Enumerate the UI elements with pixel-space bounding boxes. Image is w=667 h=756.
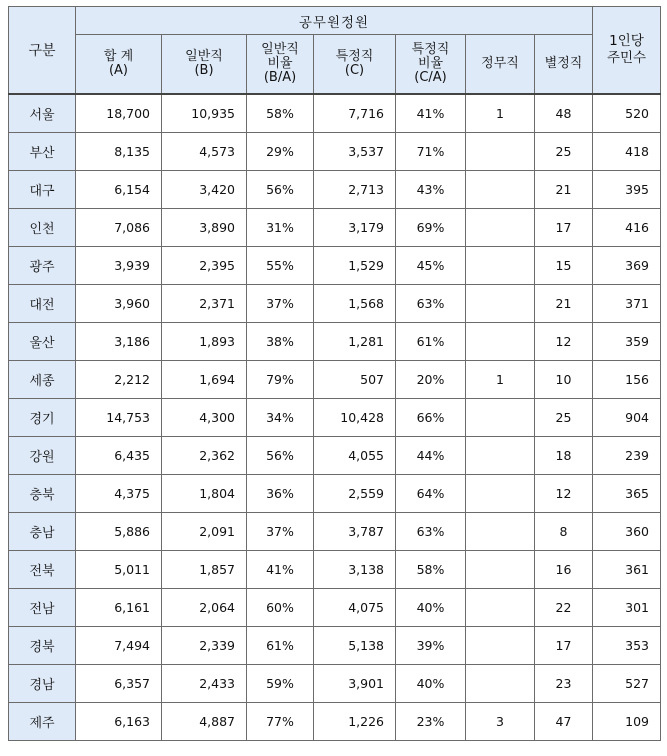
- per-capita-cell: 109: [593, 703, 661, 741]
- special-ratio-cell: 39%: [396, 627, 466, 665]
- special-cell: 1,226: [314, 703, 396, 741]
- region-cell: 경남: [9, 665, 76, 703]
- total-cell: 3,939: [76, 247, 162, 285]
- exceptional-cell: 12: [535, 475, 593, 513]
- table-row: [9, 703, 661, 741]
- total-cell: 5,011: [76, 551, 162, 589]
- general-cell: 1,694: [162, 361, 247, 399]
- region-cell: 전남: [9, 589, 76, 627]
- general-ratio-cell: 58%: [247, 94, 314, 133]
- special-ratio-cell: 66%: [396, 399, 466, 437]
- general-ratio-cell: 29%: [247, 133, 314, 171]
- special-ratio-cell: 41%: [396, 94, 466, 133]
- region-cell: 대구: [9, 171, 76, 209]
- special-cell: 3,787: [314, 513, 396, 551]
- special-ratio-cell: 61%: [396, 323, 466, 361]
- general-cell: 3,420: [162, 171, 247, 209]
- exceptional-cell: 25: [535, 399, 593, 437]
- general-cell: 2,339: [162, 627, 247, 665]
- region-cell: 경북: [9, 627, 76, 665]
- total-cell: 5,886: [76, 513, 162, 551]
- per-capita-cell: 416: [593, 209, 661, 247]
- exceptional-cell: 15: [535, 247, 593, 285]
- general-ratio-cell: 79%: [247, 361, 314, 399]
- political-cell: [466, 665, 535, 703]
- special-ratio-cell: 63%: [396, 513, 466, 551]
- table-row: [9, 399, 661, 437]
- per-capita-cell: 418: [593, 133, 661, 171]
- per-capita-cell: 301: [593, 589, 661, 627]
- special-ratio-cell: 43%: [396, 171, 466, 209]
- general-cell: 3,890: [162, 209, 247, 247]
- political-cell: [466, 399, 535, 437]
- exceptional-cell: 16: [535, 551, 593, 589]
- region-cell: 부산: [9, 133, 76, 171]
- per-capita-cell: 369: [593, 247, 661, 285]
- special-cell: 3,138: [314, 551, 396, 589]
- special-ratio-cell: 40%: [396, 665, 466, 703]
- general-cell: 2,371: [162, 285, 247, 323]
- political-cell: [466, 589, 535, 627]
- total-cell: 4,375: [76, 475, 162, 513]
- general-ratio-cell: 34%: [247, 399, 314, 437]
- exceptional-cell: 21: [535, 285, 593, 323]
- per-capita-cell: 359: [593, 323, 661, 361]
- per-capita-cell: 360: [593, 513, 661, 551]
- exceptional-cell: 23: [535, 665, 593, 703]
- general-ratio-cell: 38%: [247, 323, 314, 361]
- political-cell: 1: [466, 94, 535, 133]
- table-row: [9, 323, 661, 361]
- region-cell: 인천: [9, 209, 76, 247]
- region-cell: 울산: [9, 323, 76, 361]
- special-ratio-cell: 44%: [396, 437, 466, 475]
- special-cell: 7,716: [314, 94, 396, 133]
- column-header-total: 합 계 (A): [76, 35, 162, 95]
- special-cell: 1,281: [314, 323, 396, 361]
- political-cell: [466, 247, 535, 285]
- table-row: [9, 589, 661, 627]
- region-cell: 충북: [9, 475, 76, 513]
- special-ratio-cell: 45%: [396, 247, 466, 285]
- special-ratio-cell: 20%: [396, 361, 466, 399]
- political-cell: [466, 209, 535, 247]
- special-cell: 4,055: [314, 437, 396, 475]
- subheader-row: [9, 35, 661, 95]
- general-cell: 1,893: [162, 323, 247, 361]
- total-cell: 6,357: [76, 665, 162, 703]
- special-cell: 10,428: [314, 399, 396, 437]
- per-capita-cell: 365: [593, 475, 661, 513]
- political-cell: [466, 475, 535, 513]
- political-cell: [466, 513, 535, 551]
- table-row: [9, 209, 661, 247]
- exceptional-cell: 17: [535, 627, 593, 665]
- general-ratio-cell: 56%: [247, 171, 314, 209]
- table-row: [9, 475, 661, 513]
- exceptional-cell: 21: [535, 171, 593, 209]
- exceptional-cell: 18: [535, 437, 593, 475]
- special-cell: 3,179: [314, 209, 396, 247]
- table-row: [9, 551, 661, 589]
- region-column-header: 구분: [9, 7, 76, 95]
- total-cell: 8,135: [76, 133, 162, 171]
- exceptional-cell: 10: [535, 361, 593, 399]
- total-cell: 6,163: [76, 703, 162, 741]
- table-row: [9, 94, 661, 133]
- general-cell: 2,395: [162, 247, 247, 285]
- exceptional-cell: 22: [535, 589, 593, 627]
- special-cell: 2,559: [314, 475, 396, 513]
- region-cell: 경기: [9, 399, 76, 437]
- table-row: [9, 133, 661, 171]
- general-ratio-cell: 61%: [247, 627, 314, 665]
- special-ratio-cell: 23%: [396, 703, 466, 741]
- general-cell: 4,573: [162, 133, 247, 171]
- political-cell: [466, 437, 535, 475]
- total-cell: 18,700: [76, 94, 162, 133]
- special-cell: 2,713: [314, 171, 396, 209]
- general-ratio-cell: 31%: [247, 209, 314, 247]
- total-cell: 3,186: [76, 323, 162, 361]
- table-row: [9, 361, 661, 399]
- table-row: [9, 171, 661, 209]
- region-cell: 전북: [9, 551, 76, 589]
- general-ratio-cell: 36%: [247, 475, 314, 513]
- total-cell: 2,212: [76, 361, 162, 399]
- per-capita-cell: 520: [593, 94, 661, 133]
- per-capita-cell: 371: [593, 285, 661, 323]
- per-capita-cell: 156: [593, 361, 661, 399]
- region-cell: 충남: [9, 513, 76, 551]
- exceptional-cell: 8: [535, 513, 593, 551]
- general-cell: 2,433: [162, 665, 247, 703]
- general-ratio-cell: 56%: [247, 437, 314, 475]
- special-ratio-cell: 64%: [396, 475, 466, 513]
- region-cell: 강원: [9, 437, 76, 475]
- political-cell: [466, 133, 535, 171]
- column-header-general: 일반직 (B): [162, 35, 247, 95]
- political-cell: [466, 551, 535, 589]
- exceptional-cell: 48: [535, 94, 593, 133]
- table-row: [9, 665, 661, 703]
- exceptional-cell: 25: [535, 133, 593, 171]
- column-header-political: 정무직: [466, 35, 535, 95]
- table-row: [9, 437, 661, 475]
- general-cell: 2,362: [162, 437, 247, 475]
- total-cell: 3,960: [76, 285, 162, 323]
- total-cell: 6,435: [76, 437, 162, 475]
- special-cell: 3,901: [314, 665, 396, 703]
- region-cell: 세종: [9, 361, 76, 399]
- table-row: [9, 247, 661, 285]
- total-cell: 14,753: [76, 399, 162, 437]
- region-cell: 서울: [9, 94, 76, 133]
- special-ratio-cell: 40%: [396, 589, 466, 627]
- general-cell: 10,935: [162, 94, 247, 133]
- special-cell: 1,529: [314, 247, 396, 285]
- region-cell: 제주: [9, 703, 76, 741]
- column-header-exceptional: 별정직: [535, 35, 593, 95]
- general-ratio-cell: 55%: [247, 247, 314, 285]
- total-cell: 6,154: [76, 171, 162, 209]
- column-header-special: 특정직 (C): [314, 35, 396, 95]
- per-capita-cell: 239: [593, 437, 661, 475]
- table-row: [9, 627, 661, 665]
- residents-per-official-header: 1인당 주민수: [593, 7, 661, 95]
- political-cell: [466, 171, 535, 209]
- general-ratio-cell: 77%: [247, 703, 314, 741]
- table-row: [9, 513, 661, 551]
- special-cell: 1,568: [314, 285, 396, 323]
- per-capita-cell: 527: [593, 665, 661, 703]
- special-ratio-cell: 58%: [396, 551, 466, 589]
- political-cell: 3: [466, 703, 535, 741]
- general-ratio-cell: 59%: [247, 665, 314, 703]
- special-ratio-cell: 69%: [396, 209, 466, 247]
- special-cell: 507: [314, 361, 396, 399]
- general-ratio-cell: 60%: [247, 589, 314, 627]
- per-capita-cell: 353: [593, 627, 661, 665]
- public-officials-quota-header: 공무원정원: [76, 7, 593, 35]
- general-ratio-cell: 37%: [247, 513, 314, 551]
- total-cell: 6,161: [76, 589, 162, 627]
- per-capita-cell: 904: [593, 399, 661, 437]
- political-cell: [466, 285, 535, 323]
- total-cell: 7,494: [76, 627, 162, 665]
- table-row: [9, 285, 661, 323]
- general-cell: 2,064: [162, 589, 247, 627]
- staffing-table: [8, 6, 661, 741]
- column-header-general-ratio: 일반직 비율 (B/A): [247, 35, 314, 95]
- per-capita-cell: 395: [593, 171, 661, 209]
- general-ratio-cell: 41%: [247, 551, 314, 589]
- special-cell: 4,075: [314, 589, 396, 627]
- region-cell: 대전: [9, 285, 76, 323]
- per-capita-cell: 361: [593, 551, 661, 589]
- column-header-special-ratio: 특정직 비율 (C/A): [396, 35, 466, 95]
- exceptional-cell: 47: [535, 703, 593, 741]
- total-cell: 7,086: [76, 209, 162, 247]
- region-cell: 광주: [9, 247, 76, 285]
- exceptional-cell: 17: [535, 209, 593, 247]
- general-cell: 1,857: [162, 551, 247, 589]
- general-cell: 1,804: [162, 475, 247, 513]
- special-ratio-cell: 71%: [396, 133, 466, 171]
- general-cell: 4,300: [162, 399, 247, 437]
- general-cell: 4,887: [162, 703, 247, 741]
- political-cell: [466, 323, 535, 361]
- general-cell: 2,091: [162, 513, 247, 551]
- special-cell: 5,138: [314, 627, 396, 665]
- table-body: [9, 94, 661, 741]
- political-cell: 1: [466, 361, 535, 399]
- special-cell: 3,537: [314, 133, 396, 171]
- general-ratio-cell: 37%: [247, 285, 314, 323]
- political-cell: [466, 627, 535, 665]
- exceptional-cell: 12: [535, 323, 593, 361]
- special-ratio-cell: 63%: [396, 285, 466, 323]
